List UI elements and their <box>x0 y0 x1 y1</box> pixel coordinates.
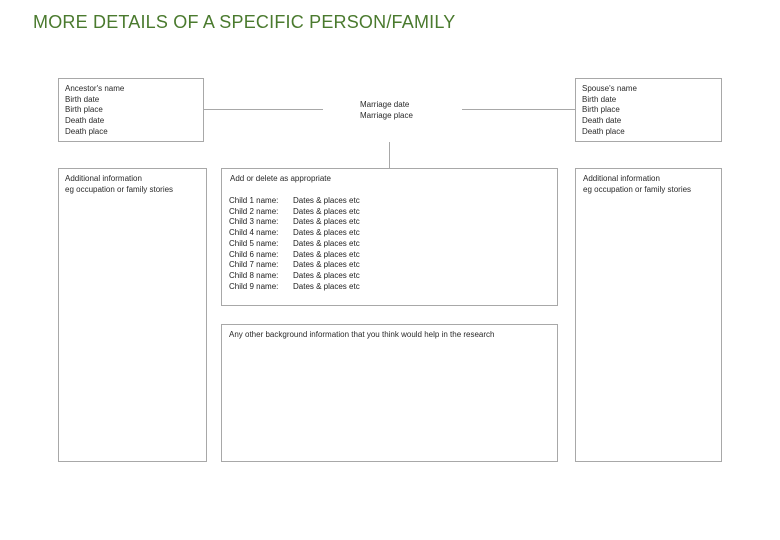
marriage-place-label: Marriage place <box>360 110 413 120</box>
spouse-box[interactable] <box>575 78 722 142</box>
spouse-marriage-connector <box>462 109 575 110</box>
list-item <box>229 271 360 282</box>
ancestor-additional-hint: eg occupation or family stories <box>65 184 174 194</box>
child-name-label: Child 4 name: <box>229 228 279 238</box>
ancestor-marriage-connector <box>204 109 323 110</box>
list-item <box>229 239 360 250</box>
ancestor-death-date-label: Death date <box>65 116 105 126</box>
ancestor-death-place-label: Death place <box>65 126 108 136</box>
spouse-additional-hint: eg occupation or family stories <box>583 184 692 194</box>
background-info-box[interactable] <box>221 324 558 462</box>
child-details-label: Dates & places etc <box>293 281 360 291</box>
child-details-label: Dates & places etc <box>293 260 360 270</box>
ancestor-box[interactable] <box>58 78 204 142</box>
child-details-label: Dates & places etc <box>293 270 360 280</box>
child-name-label: Child 1 name: <box>229 196 279 205</box>
spouse-death-place-label: Death place <box>582 126 625 136</box>
list-item <box>229 260 360 271</box>
ancestor-additional-heading: Additional information <box>65 174 142 183</box>
marriage-date-label: Marriage date <box>360 100 410 109</box>
child-name-label: Child 5 name: <box>229 238 279 248</box>
list-item <box>229 207 360 218</box>
child-details-label: Dates & places etc <box>293 196 360 205</box>
child-details-label: Dates & places etc <box>293 228 360 238</box>
children-list <box>229 196 360 292</box>
children-connector <box>389 142 390 168</box>
child-name-label: Child 7 name: <box>229 260 279 270</box>
spouse-name-label: Spouse's name <box>582 84 637 93</box>
child-details-label: Dates & places etc <box>293 206 360 216</box>
ancestor-name-label: Ancestor's name <box>65 84 125 93</box>
list-item <box>229 282 360 293</box>
list-item <box>229 250 360 261</box>
spouse-additional-heading: Additional information <box>583 174 660 183</box>
spouse-birth-date-label: Birth date <box>582 94 617 104</box>
list-item <box>229 196 360 207</box>
child-details-label: Dates & places etc <box>293 238 360 248</box>
ancestor-birth-place-label: Birth place <box>65 105 103 115</box>
child-name-label: Child 6 name: <box>229 249 279 259</box>
marriage-info <box>360 100 413 121</box>
child-name-label: Child 8 name: <box>229 270 279 280</box>
spouse-death-date-label: Death date <box>582 116 622 126</box>
list-item <box>229 217 360 228</box>
spouse-additional-box[interactable] <box>575 168 722 462</box>
child-details-label: Dates & places etc <box>293 249 360 259</box>
page-title: MORE DETAILS OF A SPECIFIC PERSON/FAMILY <box>33 12 456 32</box>
ancestor-birth-date-label: Birth date <box>65 94 100 104</box>
child-details-label: Dates & places etc <box>293 217 360 227</box>
child-name-label: Child 9 name: <box>229 281 279 291</box>
child-name-label: Child 3 name: <box>229 217 279 227</box>
ancestor-additional-box[interactable] <box>58 168 207 462</box>
list-item <box>229 228 360 239</box>
background-info-text: Any other background information that you think would help in the research <box>229 330 495 339</box>
child-name-label: Child 2 name: <box>229 206 279 216</box>
spouse-birth-place-label: Birth place <box>582 105 620 115</box>
children-header: Add or delete as appropriate <box>230 174 331 183</box>
